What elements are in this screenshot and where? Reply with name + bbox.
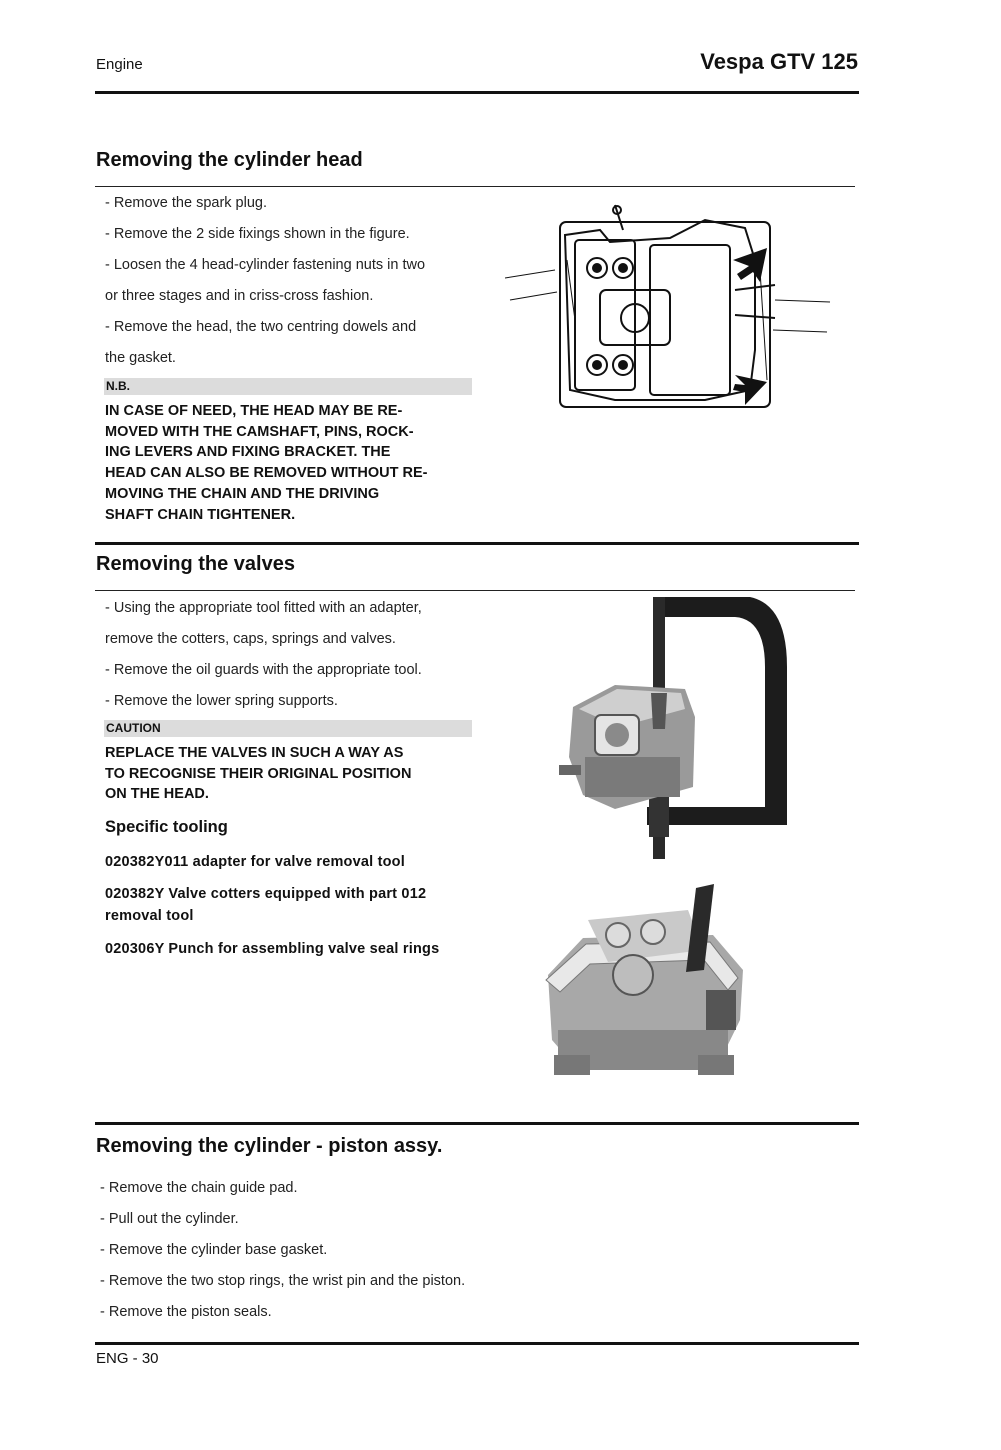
footer-rule: [95, 1342, 859, 1345]
section-title-valves: Removing the valves: [96, 553, 295, 575]
instruction-line: - Remove the chain guide pad.: [100, 1180, 298, 1196]
section-divider: [95, 590, 855, 591]
section-rule: [95, 542, 859, 545]
instruction-line: or three stages and in criss-cross fashion.: [105, 288, 374, 304]
instruction-line: - Remove the piston seals.: [100, 1304, 272, 1320]
note-text: IN CASE OF NEED, THE HEAD MAY BE RE- MOVED WITH THE CAMSHAFT, PINS, ROCK- ING LEVERS AND FIXING BRACKET. THE HEAD CAN ALSO BE REMOVED WITHOUT RE- MOVING THE CHAIN AND THE DRIVING SHAFT CHAIN TIGHTENER.: [105, 403, 428, 523]
section-title-cylinder-piston: Removing the cylinder - piston assy.: [96, 1135, 443, 1157]
section-rule: [95, 1122, 859, 1125]
instruction-line: - Remove the lower spring supports.: [105, 693, 338, 709]
page-number: ENG - 30: [96, 1350, 159, 1367]
instruction-line: - Using the appropriate tool fitted with an adapter,: [105, 600, 422, 616]
instruction-line: - Pull out the cylinder.: [100, 1211, 239, 1227]
section-divider: [95, 186, 855, 187]
header-rule: [95, 91, 859, 94]
caution-label-bar: CAUTION: [104, 720, 472, 737]
tool-item: 020306Y Punch for assembling valve seal rings: [105, 941, 440, 957]
tool-item: 020382Y Valve cotters equipped with part 012 removal tool: [105, 886, 427, 924]
instruction-line: - Remove the 2 side fixings shown in the figure.: [105, 226, 410, 242]
instruction-line: - Remove the oil guards with the appropriate tool.: [105, 662, 422, 678]
instruction-line: - Remove the two stop rings, the wrist pin and the piston.: [100, 1273, 466, 1289]
instruction-line: the gasket.: [105, 350, 176, 366]
cylinder-head-photo: [538, 880, 753, 1095]
document-title: Vespa GTV 125: [700, 49, 858, 74]
instruction-line: - Remove the spark plug.: [105, 195, 267, 211]
instruction-line: - Loosen the 4 head-cylinder fastening nuts in two: [105, 257, 426, 273]
section-title-cylinder-head: Removing the cylinder head: [96, 149, 363, 171]
note-label-bar: N.B.: [104, 378, 472, 395]
specific-tooling-heading: Specific tooling: [105, 818, 228, 836]
valve-compressor-photo: [555, 597, 795, 862]
tool-item: 020382Y011 adapter for valve removal tool: [105, 854, 405, 870]
instruction-line: remove the cotters, caps, springs and valves.: [105, 631, 396, 647]
cylinder-head-figure: [505, 200, 840, 425]
instruction-line: - Remove the cylinder base gasket.: [100, 1242, 328, 1258]
instruction-line: - Remove the head, the two centring dowels and: [105, 319, 417, 335]
caution-text: REPLACE THE VALVES IN SUCH A WAY AS TO RECOGNISE THEIR ORIGINAL POSITION ON THE HEAD.: [105, 745, 412, 803]
header-section: Engine: [96, 56, 143, 73]
